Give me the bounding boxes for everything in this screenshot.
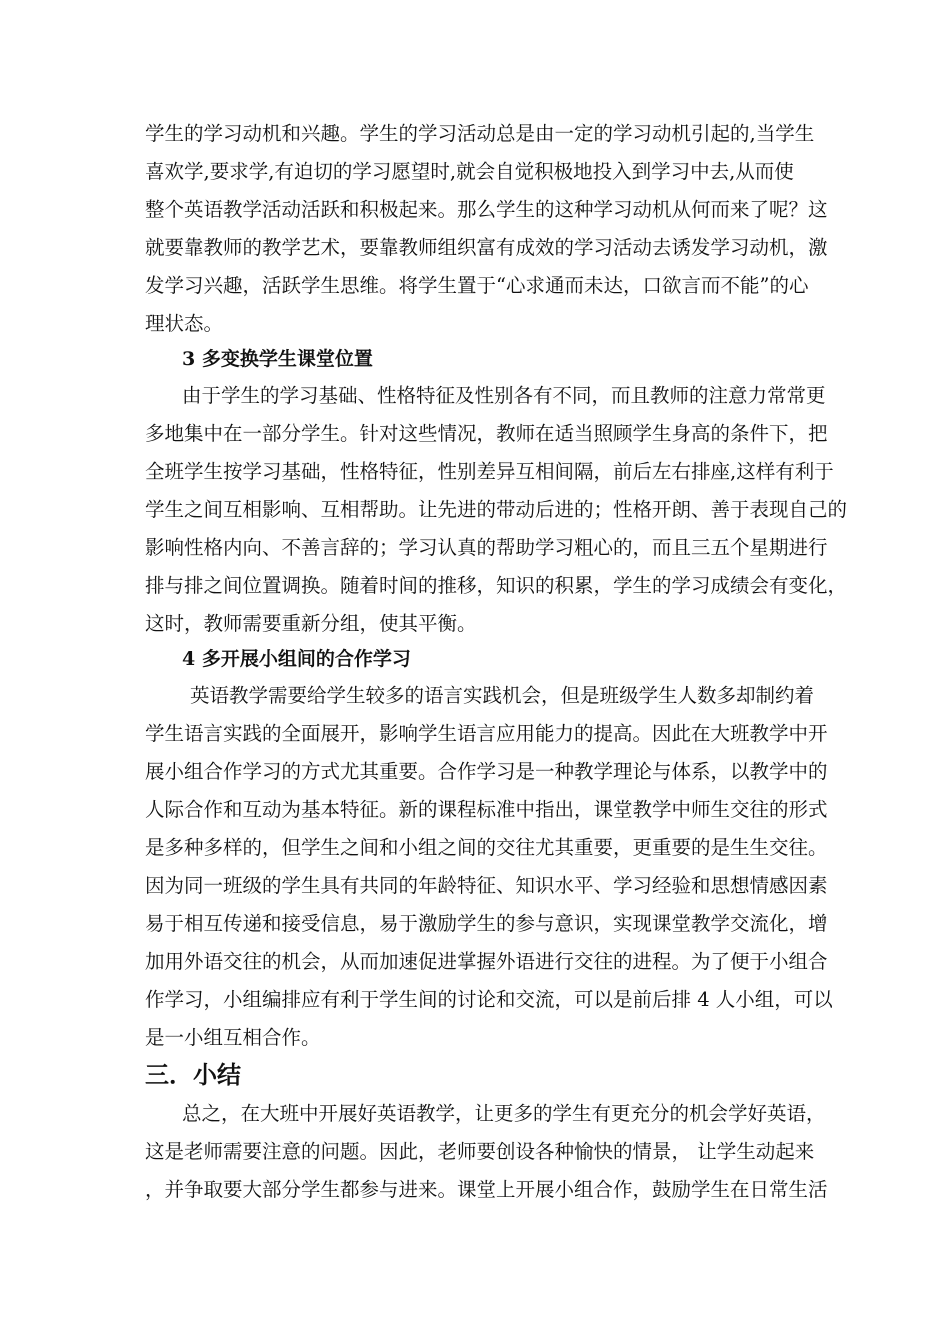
section-heading-4: 4 多开展小组间的合作学习 [182,648,411,670]
paragraph-line: 理状态。 [145,312,224,335]
paragraph-line: 总之，在大班中开展好英语教学，让更多的学生有更充分的机会学好英语， [182,1102,826,1125]
paragraph-line: 展小组合作学习的方式尤其重要。合作学习是一种教学理论与体系，以教学中的 [145,760,828,783]
paragraph-line: 英语教学需要给学生较多的语言实践机会，但是班级学生人数多却制约着 [190,684,815,707]
paragraph-line: 是多种多样的，但学生之间和小组之间的交往尤其重要，更重要的是生生交往。 [145,836,828,859]
paragraph-line: ，并争取要大部分学生都参与进来。课堂上开展小组合作，鼓励学生在日常生活 [145,1178,828,1201]
paragraph-line: 这时，教师需要重新分组，使其平衡。 [145,612,477,635]
paragraph-line: 易于相互传递和接受信息，易于激励学生的参与意识，实现课堂教学交流化，增 [145,912,828,935]
paragraph-line: 这是老师需要注意的问题。因此，老师要创设各种愉快的情景， 让学生动起来 [145,1140,815,1163]
section-heading-3: 3 多变换学生课堂位置 [182,348,373,370]
paragraph-line: 是一小组互相合作。 [145,1026,321,1049]
paragraph-line: 影响性格内向、不善言辞的；学习认真的帮助学习粗心的，而且三五个星期进行 [145,536,828,559]
paragraph-line: 学生的学习动机和兴趣。学生的学习活动总是由一定的学习动机引起的,当学生 [145,122,815,145]
paragraph-line: 由于学生的学习基础、性格特征及性别各有不同，而且教师的注意力常常更 [182,384,826,407]
paragraph-line: 就要靠教师的教学艺术，要靠教师组织富有成效的学习活动去诱发学习动机，激 [145,236,828,259]
paragraph-line: 排与排之间位置调换。随着时间的推移，知识的积累，学生的学习成绩会有变化， [145,574,848,597]
paragraph-line: 学生之间互相影响、互相帮助。让先进的带动后进的；性格开朗、善于表现自己的 [145,498,848,521]
paragraph-line: 作学习，小组编排应有利于学生间的讨论和交流，可以是前后排 4 人小组，可以 [145,988,833,1011]
paragraph-line: 多地集中在一部分学生。针对这些情况，教师在适当照顾学生身高的条件下，把 [145,422,828,445]
paragraph-line: 人际合作和互动为基本特征。新的课程标准中指出，课堂教学中师生交往的形式 [145,798,828,821]
section-heading-summary: 三．小结 [145,1060,241,1089]
paragraph-line: 发学习兴趣，活跃学生思维。将学生置于“心求通而未达，口欲言而不能”的心 [145,274,809,297]
paragraph-line: 加用外语交往的机会，从而加速促进掌握外语进行交往的进程。为了便于小组合 [145,950,828,973]
paragraph-line: 整个英语教学活动活跃和积极起来。那么学生的这种学习动机从何而来了呢？这 [145,198,828,221]
paragraph-line: 喜欢学,要求学,有迫切的学习愿望时,就会自觉积极地投入到学习中去,从而使 [145,160,794,183]
paragraph-line: 因为同一班级的学生具有共同的年龄特征、知识水平、学习经验和思想情感因素 [145,874,828,897]
paragraph-line: 学生语言实践的全面展开，影响学生语言应用能力的提高。因此在大班教学中开 [145,722,828,745]
paragraph-line: 全班学生按学习基础，性格特征，性别差异互相间隔，前后左右排座,这样有利于 [145,460,834,483]
